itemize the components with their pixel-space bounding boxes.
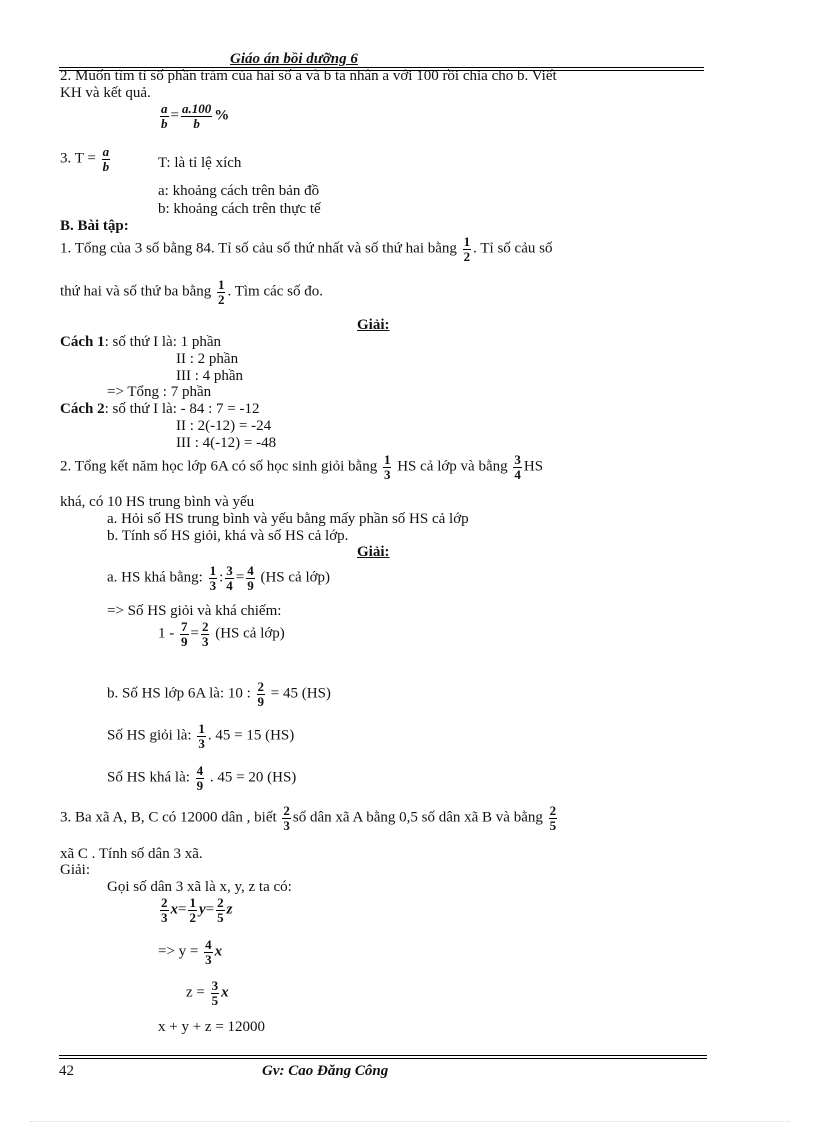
ex1-line2: thứ hai và số thứ ba bằng $\frac{1}{2}$ . Tìm các số đo. — [60, 277, 324, 307]
footer-rule-bottom — [59, 1058, 707, 1059]
ex2-sol-frac5: $\frac{2}{3}$ — [201, 619, 209, 649]
ex1-way1-line4: => Tổng : 7 phần — [107, 384, 212, 400]
frac-a-over-b: $\frac{a}{b}$ — [161, 101, 168, 131]
ex2-sol-line5: Số HS giỏi là: $\frac{1}{3}$ . 45 = 15 (HS) — [107, 721, 295, 751]
ex3-eq2-frac: $\frac{4}{3}$ — [205, 937, 212, 967]
ex2-sol-frac7: $\frac{1}{3}$ — [198, 721, 205, 751]
ex1-way2-line2: II : 2(-12) = -24 — [176, 418, 272, 434]
item3-b-def: b: khoảng cách trên thực tế — [158, 201, 321, 217]
ex1-frac2: $\frac{1}{2}$ — [217, 277, 225, 307]
ex3-eq3-frac: $\frac{3}{5}$ — [211, 978, 219, 1008]
ex3-frac2: $\frac{2}{5}$ — [549, 803, 557, 833]
ex3-eq3: z = $\frac{3}{5}$ x — [186, 978, 229, 1008]
ex2-sol-line2: => Số HS giỏi và khá chiếm: — [107, 603, 282, 619]
frac-a-over-b-scale: $\frac{a}{b}$ — [102, 144, 110, 174]
ex2-sol-frac8: $\frac{4}{9}$ — [196, 763, 204, 793]
ex3-eq1-frac3: $\frac{2}{5}$ — [217, 895, 224, 925]
ex3-line2: xã C . Tính số dân 3 xã. — [60, 846, 203, 862]
frac-a100-over-b: $\frac{a.100}{b}$ — [181, 101, 212, 131]
ex2-line1: 2. Tổng kết năm học lớp 6A có số học sinh giỏi bằng $\frac{1}{3}$ HS cả lớp và bằng $\frac{3}{4}$ HS — [60, 452, 544, 482]
ex3-eq4: x + y + z = 12000 — [158, 1019, 266, 1035]
ex3-solution-label: Giải: — [60, 862, 90, 878]
header-title: Giáo án bồi dưỡng 6 — [230, 51, 358, 67]
item2-line2: KH và kết quả. — [60, 85, 151, 101]
item3-T-def: T: là tỉ lệ xích — [158, 155, 242, 171]
ex2-sol-line1: a. HS khá bằng: $\frac{1}{3}$ : $\frac{3}{4}$ = $\frac{4}{9}$ (HS cả lớp) — [107, 563, 331, 593]
ex3-eq2: => y = $\frac{4}{3}$ x — [158, 937, 223, 967]
formula-percent: $\frac{a}{b}$ = $\frac{a.100}{b}$ % — [161, 101, 230, 131]
ex2-question-a: a. Hỏi số HS trung bình và yếu bằng mấy phần số HS cả lớp — [107, 511, 469, 527]
item3-formula: 3. T = $\frac{a}{b}$ — [60, 144, 110, 174]
footer-rule-top — [59, 1055, 707, 1056]
ex2-frac1: $\frac{1}{3}$ — [383, 452, 391, 482]
ex2-sol-line6: Số HS khá là: $\frac{4}{9}$ . 45 = 20 (HS) — [107, 763, 297, 793]
section-b-title: B. Bài tập: — [60, 218, 129, 234]
footer-author: Gv: Cao Đăng Công — [262, 1063, 389, 1079]
ex3-line1: 3. Ba xã A, B, C có 12000 dân , biết $\frac{2}{3}$ số dân xã A bằng 0,5 số dân xã B và bằng $\frac{2}{5}$ — [60, 803, 557, 833]
ex2-frac2: $\frac{3}{4}$ — [514, 452, 521, 482]
ex3-eq1: $\frac{2}{3}$ x= $\frac{1}{2}$ y= $\frac{2}{5}$ z — [161, 895, 233, 925]
ex2-solution-label: Giải: — [357, 544, 390, 560]
ex2-sol-frac3: $\frac{4}{9}$ — [247, 563, 254, 593]
ex1-way1-line2: II : 2 phần — [176, 351, 239, 367]
ex1-way2-line1: Cách 2: số thứ I là: - 84 : 7 = -12 — [60, 401, 260, 417]
ex2-question-b: b. Tính số HS giỏi, khá và số HS cả lớp. — [107, 528, 349, 544]
ex2-sol-frac4: $\frac{7}{9}$ — [181, 619, 188, 649]
ex2-sol-frac6: $\frac{2}{9}$ — [257, 679, 265, 709]
ex2-sol-line3: 1 - $\frac{7}{9}$ = $\frac{2}{3}$ (HS cả lớp) — [158, 619, 285, 649]
ex1-way2-line3: III : 4(-12) = -48 — [176, 435, 277, 451]
ex3-sol-line1: Gọi số dân 3 xã là x, y, z ta có: — [107, 879, 292, 895]
ex1-line1: 1. Tổng của 3 số bằng 84. Tỉ số cảu số thứ nhất và số thứ hai bằng $\frac{1}{2}$ . Tỉ số cảu số — [60, 234, 553, 264]
ex2-line2: khá, có 10 HS trung bình và yếu — [60, 494, 255, 510]
ex2-sol-frac2: $\frac{3}{4}$ — [226, 563, 233, 593]
ex3-eq1-frac1: $\frac{2}{3}$ — [161, 895, 168, 925]
ex2-sol-line4: b. Số HS lớp 6A là: 10 : $\frac{2}{9}$ = 45 (HS) — [107, 679, 331, 709]
item2-line1: 2. Muốn tìm tỉ số phần trăm của hai số a và b ta nhân a với 100 rồi chia cho b. Viết — [60, 68, 557, 84]
ex1-frac1: $\frac{1}{2}$ — [463, 234, 471, 264]
ex3-frac1: $\frac{2}{3}$ — [283, 803, 290, 833]
ex1-way1-line3: III : 4 phần — [176, 368, 244, 384]
ex1-solution-label: Giải: — [357, 317, 390, 333]
ex3-eq1-frac2: $\frac{1}{2}$ — [189, 895, 196, 925]
ex1-way1-line1: Cách 1: số thứ I là: 1 phần — [60, 334, 222, 350]
page-bottom-dotted-rule — [30, 1121, 790, 1122]
page-number: 42 — [59, 1063, 74, 1079]
item3-a-def: a: khoảng cách trên bản đồ — [158, 183, 320, 199]
ex2-sol-frac1: $\frac{1}{3}$ — [209, 563, 217, 593]
